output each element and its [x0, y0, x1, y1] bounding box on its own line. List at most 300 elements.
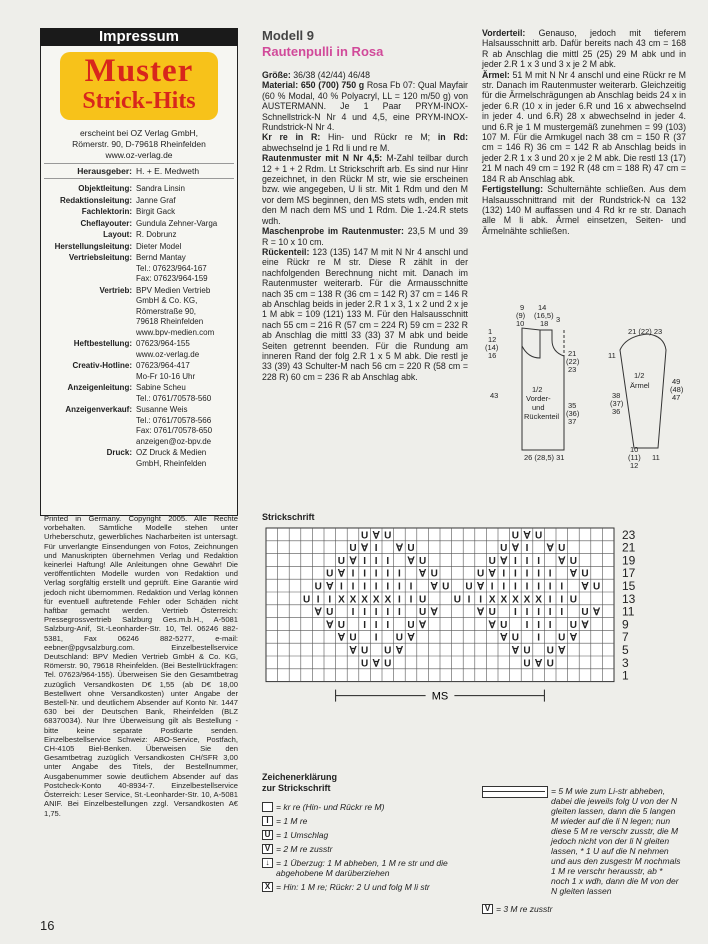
- chart-stitch-symbol: I: [351, 607, 355, 619]
- dim-top: 9: [520, 303, 525, 312]
- chart-stitch-symbol: I: [340, 581, 343, 593]
- chart-stitch-symbol: U: [476, 568, 485, 580]
- material-paragraph: [262, 80, 468, 132]
- dim-sleeve-len: (48): [670, 385, 684, 394]
- body-outline: [522, 328, 564, 450]
- dim-cuff: 12: [630, 461, 639, 468]
- legend-title-line: Zeichenerklärung: [262, 772, 338, 782]
- chart-stitch-symbol: U: [546, 658, 554, 670]
- chart-title: Strickschrift: [262, 512, 315, 522]
- chart-stitch-symbol: I: [514, 607, 517, 619]
- chart-stitch-symbol: ∀: [477, 607, 485, 619]
- staff-value: [136, 339, 232, 360]
- knit-stitch-icon: I: [262, 816, 273, 826]
- staff-row: [44, 207, 234, 218]
- staff-role: Objektleitung:: [78, 184, 132, 193]
- staff-value-line: Birgit Gack: [136, 207, 176, 216]
- chart-stitch-symbol: U: [349, 632, 357, 644]
- chart-stitch-symbol: ∀: [372, 658, 380, 670]
- chart-stitch-symbol: ∀: [337, 568, 345, 580]
- staff-value-line: R. Dobrunz: [136, 230, 177, 239]
- chart-stitch-symbol: X: [372, 594, 380, 606]
- sleeve-value: 51 M mit N Nr 4 anschl und eine Rückr re M str. Danach im Rautenmuster weiterarb. Gleichzeitig für die Ärmelschrägungen ab Anschlag beids 24 x in jeder 6.R (10 x in jeder 6.R und 16 x abwechselnd in jeder 4. und 6.R) 28 x abwechselnd in jeder 4. und 6.R je 1 M mustergemäß zunehmen = 99 (103) 107 M. Für die Armkugel nach 38 cm = 150 R (37 cm = 146 R) 36 cm = 142 R ab Anschlag beids in jeder 2.R 1 x 3 und 20 x je 2 M abk. Die restl 13 (17) 21 M nach 49 cm = 192 R (48 cm = 188 R) 47 cm = 184 R ab Anschlag abk.: [482, 69, 686, 184]
- chart-stitch-symbol: I: [479, 594, 482, 606]
- chart-stitch-symbol: U: [360, 645, 369, 657]
- dim-sleeve-top: 21 (22) 23: [628, 327, 663, 336]
- chart-stitch-symbol: ∀: [500, 555, 508, 567]
- staff-value-line: anzeigen@oz-bpv.de: [136, 436, 212, 446]
- chart-stitch-symbol: I: [398, 594, 401, 606]
- chart-stitch-symbol: ∀: [314, 607, 322, 619]
- yarn-over-icon: U: [262, 830, 273, 840]
- dim-side: 37: [568, 417, 577, 426]
- staff-value-line: Tel.: 0761/70578-566: [136, 415, 212, 425]
- chart-stitch-symbol: ∀: [569, 568, 577, 580]
- gauge-value: 23,5 M und 39 R = 10 x 10 cm.: [262, 226, 469, 247]
- chart-stitch-symbol: U: [418, 594, 427, 606]
- dim-side: (36): [566, 409, 580, 418]
- front-value: Genauso, jedoch mit tieferem Halsausschnitt arb. Dafür bereits nach 43 cm = 168 R ab Anschlag die mittl 25 (25) 29 M abk und in jeder 2.R 1 x 3 und 3 x je 2 M abk.: [482, 28, 686, 70]
- staff-list: [44, 184, 234, 470]
- chart-stitch-symbol: I: [386, 568, 390, 580]
- chart-stitch-symbol: U: [384, 530, 392, 542]
- chart-stitch-symbol: ∀: [488, 568, 496, 580]
- chart-stitch-symbol: I: [351, 581, 355, 593]
- chart-stitch-symbol: I: [490, 581, 494, 593]
- chart-stitch-symbol: ∀: [477, 581, 485, 593]
- staff-row: [44, 448, 234, 469]
- chart-stitch-symbol: I: [514, 581, 517, 593]
- dim-armhole: 21: [568, 349, 577, 358]
- chart-stitch-symbol: I: [525, 581, 529, 593]
- body-label: Vorder-: [526, 394, 551, 403]
- chart-stitch-symbol: I: [409, 594, 413, 606]
- staff-value: [136, 448, 232, 469]
- dim-bottom: 26 (28,5) 31: [524, 453, 565, 462]
- chart-stitch-symbol: U: [511, 530, 520, 542]
- back-value: 123 (135) 147 M mit N Nr 4 anschl und eine Rückr re M str. Diese R zählt in der nachfolgenden Berechnung nicht mit. Danach im Rautenmuster weiterarb. Für die Armausschnitte nach 35 cm = 138 R (36 cm = 142 R) 37 cm = 146 R ab Anschlag beids in jeder 2.R 1 x 3, 1 x 2 und 2 x je 1 M abk = 109 (121) 133 M. Für den Halsausschnitt nach 55 cm = 216 R (57 cm = 224 R) 59 cm = 232 R ab Anschlag die mittl 33 (33) 37 M abk und beide Seiten getrennt beenden. Für die Rundung am inneren Rand der folg 2.R 1 x 5 M abk. Die restl je 33 (39) 43 Schulter-M nach 56 cm = 220 R (58 cm = 228 R) 60 cm = 236 R ab Anschlag abk.: [262, 246, 468, 382]
- dim-cap: 38: [612, 391, 621, 400]
- staff-value-line: Tel.: 07623/964-167: [136, 263, 207, 273]
- publisher-info: [44, 128, 234, 161]
- dim-sleeve-len: 47: [672, 393, 681, 402]
- chart-stitch-symbol: U: [349, 543, 357, 555]
- row-number: 9: [622, 617, 629, 632]
- chart-stitch-symbol: ∀: [500, 632, 508, 644]
- staff-row: [44, 361, 234, 382]
- chart-stitch-symbol: I: [548, 581, 552, 593]
- row-number: 13: [622, 591, 636, 606]
- staff-role: Creativ-Hotline:: [72, 361, 132, 370]
- chart-stitch-symbol: X: [535, 594, 542, 606]
- impressum-header: Impressum: [40, 28, 238, 46]
- chart-stitch-symbol: X: [384, 594, 392, 606]
- chart-stitch-symbol: I: [502, 581, 506, 593]
- dim-neck: 16: [488, 351, 497, 360]
- chart-stitch-symbol: U: [488, 555, 496, 567]
- chart-stitch-symbol: X: [488, 594, 496, 606]
- editor-row: [44, 166, 234, 177]
- chart-stitch-symbol: ∀: [523, 530, 531, 542]
- chart-stitch-symbol: U: [337, 555, 346, 567]
- chart-stitch-symbol: ∀: [535, 658, 543, 670]
- dim-top: 14: [538, 303, 547, 312]
- finishing-key: Fertigstellung:: [482, 184, 544, 195]
- model-number: Modell 9: [262, 28, 315, 43]
- chart-stitch-symbol: I: [548, 607, 552, 619]
- chart-stitch-symbol: I: [537, 619, 540, 631]
- staff-role: Fachlektorin:: [81, 207, 132, 216]
- chart-stitch-symbol: I: [316, 594, 320, 606]
- dim-top: 3: [556, 315, 561, 324]
- sleeve-label: 1/2: [634, 371, 645, 380]
- row-number: 1: [622, 668, 629, 683]
- chart-stitch-symbol: I: [525, 607, 529, 619]
- staff-value-line: Bernd Mantay: [136, 253, 186, 262]
- chart-stitch-symbol: I: [548, 568, 552, 580]
- sleeve-outline: [620, 334, 666, 448]
- chart-stitch-symbol: I: [514, 568, 517, 580]
- chart-stitch-symbol: I: [386, 581, 390, 593]
- model-title: Rautenpulli in Rosa: [262, 44, 384, 59]
- staff-value: [136, 230, 232, 241]
- chart-stitch-symbol: I: [548, 594, 552, 606]
- back-key: Rückenteil:: [262, 246, 310, 257]
- legal-text: Printed in Germany. Copyright 2005. Alle Rechte vorbehalten. Sämtliche Modelle stehen unter Urheberschutz, gewerbliches Nacharbeiten ist untersagt. Für unverlangte Einsendungen von Fotos, Zeichnungen und Manuskripten übernehmen Verlag und Redaktion keinerlei Haftung! Alle Anleitungen ohne Gewähr! Die veröffentlichten Modelle wurden von Redaktion und Verlag sorgfältig erstellt und geprüft. Eine Garantie wird jedoch nicht übernommen. Redaktion und Verlag können für eventuell auftretende Fehler oder Schäden nicht haftbar gemacht werden. Vertrieb Österreich: Pressegrossvertrieb Salzburg Ges.m.b.H., A-5081 Salzburg-Anif, St.-Leonharder-Str. 10, Tel. 06246 882-5381, Fax 06246 882-5277, e-mail: eebner@pgvsalzburg.com. Einzelbestellservice Deutschland: BPV Medien Vertrieb GmbH & Co. KG, Römerstr. 90, 79618 Rheinfelden. (Bei Bestellrückfragen: Tel. 07623/964-155). Überweisen Sie den Gesamtbetrag zuzüglich Versandkosten D€ 1,55 (ab D€ 18,00 Bestellwert ohne Versandkosten) unter Angabe der Bestell-Nr. und deutlichem Absender auf Konto Nr. 1447 630 bei der Deutschen Bank, Rheinfelden (BLZ 68370034). Nur Ihre Überweisung gilt als Bestellung - bitte keine separate Postkarte senden. Einzelbestellservice Schweiz: ABO-Service, Postfach, CH-4105 Biel-Benken. Überweisen Sie den Gesamtbetrag zuzüglich Versandkosten CH/SFR 3,00 unter Angabe des Titels, der Bestellnummer, Ausgabenummer sowie deutlichem Absender auf das Postcheck-Konto 40-8934-7. Einzelbestellservice Österreich: Leser Service, St.-Leonharder-Str. 10, A-5081 ANIF. Bei Einzelbestellungen zzgl. Versandkosten A€ 1,75.: [44, 514, 238, 818]
- staff-value: [136, 253, 232, 285]
- chart-stitch-symbol: ∀: [569, 632, 577, 644]
- front-paragraph: [482, 28, 686, 70]
- row-number: 3: [622, 655, 629, 670]
- chart-stitch-symbol: ∀: [326, 581, 334, 593]
- legend-cable: [482, 786, 682, 914]
- row-number: 5: [622, 643, 629, 657]
- skpo-icon: ↓: [262, 858, 273, 868]
- chart-stitch-symbol: U: [326, 568, 334, 580]
- editor-value: H. + E. Medweth: [136, 166, 200, 176]
- material-key: Material: 650 (700) 750 g: [262, 80, 365, 91]
- magazine-logo: [60, 52, 218, 120]
- legend-item: [262, 844, 472, 854]
- legend-text: = kr re (Hin- und Rückr re M): [276, 802, 385, 812]
- chart-stitch-symbol: ∀: [558, 645, 566, 657]
- chart-stitch-symbol: I: [374, 568, 378, 580]
- legend-text: = 1 Umschlag: [276, 830, 329, 840]
- staff-role: Cheflayouter:: [80, 218, 132, 228]
- chart-stitch-symbol: I: [374, 632, 378, 644]
- chart-stitch-symbol: X: [338, 594, 345, 606]
- legend-item: [262, 882, 472, 892]
- chart-stitch-symbol: I: [537, 568, 540, 580]
- legend-cable-row: [482, 786, 682, 896]
- material-value: Rosa Fb 07: Qual Mayfair (60 % Modal, 40 % Polyacryl, LL = 120 m/50 g) von AUSTERMANN. Je 1 Paar PRYM-INOX-Schnellstrick-N Nr 4 und 4,5, eine PRYM-INOX-Rundstrick-N Nr 4.: [262, 80, 468, 133]
- legend-text: = 1 M re: [276, 816, 308, 826]
- staff-role: Herstellungsleitung:: [54, 241, 132, 251]
- staff-value-line: Sandra Linsin: [136, 184, 185, 193]
- size-paragraph: [262, 70, 468, 80]
- staff-role: Druck:: [106, 448, 132, 457]
- chart-stitch-symbol: ∀: [511, 645, 519, 657]
- legend-list: [262, 802, 472, 896]
- body-label: und: [532, 403, 545, 412]
- staff-role: Redaktionsleitung:: [59, 195, 132, 205]
- chart-stitch-symbol: ∀: [419, 568, 427, 580]
- staff-value: [136, 196, 232, 207]
- legend-item: [262, 802, 472, 812]
- chart-stitch-symbol: ∀: [419, 619, 427, 631]
- chart-stitch-symbol: ∀: [326, 619, 334, 631]
- staff-value: [136, 184, 232, 195]
- pattern-value: M-Zahl teilbar durch 12 + 1 + 2 Rdm. Lt Strickschrift arb. Es sind nur Hinr gezeichnet, in den Rückr M str, wie sie erscheinen bzw. wie angegeben, U li str. Mit 1 Rdm und den M vor dem MS beginnen, den MS stets wdh, enden mit den M nach dem MS und 1 Rdm. Die 1.-24.R stets wdh.: [262, 153, 468, 226]
- staff-value-line: Mo-Fr 10-16 Uhr: [136, 371, 196, 381]
- long-stitch-icon: X: [262, 882, 273, 892]
- chart-stitch-symbol: I: [537, 555, 540, 567]
- dim-top: 10: [516, 319, 525, 328]
- staff-value: [136, 242, 232, 253]
- staff-value-line: Fax: 07623/964-159: [136, 274, 208, 283]
- chart-stitch-symbol: I: [386, 607, 390, 619]
- knitting-chart: [262, 526, 647, 726]
- chart-stitch-symbol: U: [360, 658, 369, 670]
- staff-role: Anzeigenverkauf:: [65, 405, 132, 414]
- staff-value-line: 07623/964-155: [136, 339, 190, 348]
- logo-line-2: Strick-Hits: [82, 88, 196, 114]
- legend-item: [262, 816, 472, 826]
- pattern-paragraph: [262, 153, 468, 226]
- chart-stitch-symbol: I: [374, 555, 378, 567]
- back-paragraph: [262, 247, 468, 382]
- sleeve-key: Ärmel:: [482, 69, 510, 80]
- chart-stitch-symbol: U: [418, 555, 427, 567]
- staff-value-line: BPV Medien Vertrieb: [136, 285, 211, 295]
- chart-stitch-symbol: I: [386, 619, 390, 631]
- chart-stitch-symbol: U: [569, 594, 578, 606]
- logo-line-1: Muster: [84, 53, 194, 89]
- staff-role: Anzeigenleitung:: [67, 383, 132, 392]
- page-number: 16: [40, 918, 55, 933]
- staff-value: [136, 286, 232, 339]
- chart-stitch-symbol: U: [314, 581, 322, 593]
- chart-stitch-symbol: I: [409, 581, 413, 593]
- row-number: 7: [622, 630, 629, 645]
- chart-stitch-symbol: ∀: [558, 555, 566, 567]
- legend-text: = Hin: 1 M re; Rückr: 2 U und folg M li str: [276, 882, 430, 892]
- chart-stitch-symbol: I: [525, 619, 529, 631]
- finishing-paragraph: [482, 184, 686, 236]
- chart-stitch-symbol: ∀: [349, 645, 357, 657]
- legend-title: [262, 772, 337, 794]
- staff-value-line: Sabine Scheu: [136, 383, 186, 392]
- dim-sleeve-len: 49: [672, 377, 681, 386]
- k2tog-icon: V: [262, 844, 273, 854]
- chart-stitch-symbol: U: [534, 530, 543, 542]
- staff-value-line: Janne Graf: [136, 195, 176, 205]
- staff-row: [44, 405, 234, 447]
- chart-stitch-symbol: ∀: [511, 543, 519, 555]
- chart-stitch-symbol: U: [592, 581, 601, 593]
- chart-stitch-symbol: ∀: [593, 607, 601, 619]
- size-value: 36/38 (42/44) 46/48: [290, 70, 371, 80]
- chart-stitch-symbol: ∀: [407, 632, 415, 644]
- sleeve-paragraph: [482, 70, 686, 184]
- chart-stitch-symbol: I: [363, 619, 366, 631]
- chart-stitch-symbol: U: [569, 555, 578, 567]
- chart-stitch-symbol: U: [465, 581, 473, 593]
- chart-stitch-symbol: I: [351, 568, 355, 580]
- staff-row: [44, 286, 234, 339]
- chart-stitch-symbol: U: [407, 619, 415, 631]
- chart-stitch-symbol: U: [558, 543, 566, 555]
- size-key: Größe:: [262, 70, 291, 80]
- staff-row: [44, 383, 234, 404]
- staff-row: [44, 184, 234, 195]
- dim-armhole: 23: [568, 365, 577, 374]
- chart-stitch-symbol: I: [537, 607, 540, 619]
- chart-stitch-symbol: ∀: [581, 619, 589, 631]
- chart-stitch-symbol: U: [302, 594, 311, 606]
- chart-stitch-symbol: U: [360, 530, 369, 542]
- staff-value-line: Römerstraße 90,: [136, 306, 197, 316]
- v3-text: = 3 M re zusstr: [496, 904, 553, 914]
- gauge-key: Maschenprobe im Rautenmuster:: [262, 226, 404, 237]
- row-number: 21: [622, 540, 636, 555]
- staff-value: [136, 405, 232, 447]
- chart-stitch-symbol: U: [523, 658, 531, 670]
- divider: [44, 178, 234, 179]
- garment-schematic: [480, 300, 690, 468]
- pattern-key: Rautenmuster mit N Nr 4,5:: [262, 153, 383, 164]
- chart-stitch-symbol: U: [384, 658, 392, 670]
- chart-stitch-symbol: ∀: [430, 581, 438, 593]
- dim-top: 18: [540, 319, 549, 328]
- staff-value-line: GmbH & Co. KG,: [136, 296, 198, 305]
- finishing-value: Schulternähte schließen. Aus dem Halsausschnittrand mit der Rundstrick-N ca 132 (132) 140 M auffassen und 4 Rd kr re str. Danach alle M li abk. Ärmel einsetzen, Seiten- und Ärmelnähte schließen.: [482, 184, 686, 236]
- staff-value-line: www.bpv-medien.com: [136, 327, 215, 337]
- chart-stitch-symbol: ∀: [407, 555, 415, 567]
- chart-stitch-symbol: ∀: [372, 530, 380, 542]
- chart-stitch-symbol: U: [500, 543, 508, 555]
- chart-stitch-symbol: U: [337, 619, 346, 631]
- legend-item: [262, 858, 472, 878]
- staff-role: Vertrieb:: [99, 285, 132, 295]
- chart-stitch-symbol: X: [361, 594, 368, 606]
- chart-stitch-symbol: I: [363, 581, 366, 593]
- staff-value-line: Tel.: 0761/70578-560: [136, 393, 212, 403]
- chart-stitch-symbol: X: [512, 594, 519, 606]
- staff-value-line: www.oz-verlag.de: [136, 349, 200, 359]
- chart-stitch-symbol: U: [546, 645, 554, 657]
- gauge-paragraph: [262, 226, 468, 247]
- chart-stitch-symbol: I: [560, 607, 564, 619]
- dim-cap: (37): [610, 399, 624, 408]
- ms-label: MS: [431, 690, 449, 703]
- staff-value: [136, 207, 232, 218]
- chart-stitch-symbol: I: [525, 555, 529, 567]
- triple-decrease-icon: V: [482, 904, 493, 914]
- staff-value: [136, 361, 232, 382]
- front-key: Vorderteil:: [482, 28, 526, 38]
- cable-text: = 5 M wie zum Li-str abheben, dabei die jeweils folg U von der N gleiten lassen, dann die 5 langen M wieder auf die li N legen; nun diese 5 M re verschr zusstr, die M jedoch nicht von der li N gleiten lassen, * 1 U auf die N nehmen und aus den zusgestr M nochmals 1 M re verschr herausstr, ab * noch 1 x wdh, dann die M von der N gleiten lassen: [551, 786, 681, 896]
- chart-stitch-symbol: I: [525, 543, 529, 555]
- chart-stitch-symbol: U: [558, 632, 566, 644]
- chart-stitch-symbol: I: [525, 568, 529, 580]
- staff-value-line: Gundula Zehner-Varga: [136, 218, 218, 228]
- chart-stitch-symbol: I: [363, 555, 366, 567]
- chart-stitch-symbol: I: [560, 594, 564, 606]
- dim-cuff: (11): [628, 453, 641, 462]
- body-label: Rückenteil: [524, 412, 560, 421]
- chart-stitch-symbol: I: [398, 607, 401, 619]
- chart-stitch-symbol: ∀: [337, 632, 345, 644]
- kr-value-2: abwechselnd je 1 Rd li und re M.: [262, 142, 390, 153]
- chart-stitch-symbol: I: [398, 581, 401, 593]
- chart-stitch-symbol: ∀: [488, 619, 496, 631]
- dim-cuff: 11: [652, 453, 660, 462]
- chart-stitch-symbol: ∀: [395, 645, 403, 657]
- chart-stitch-symbol: I: [548, 619, 552, 631]
- staff-value: [136, 219, 232, 230]
- dim-armhole: (22): [566, 357, 580, 366]
- dim-cap: 36: [612, 407, 621, 416]
- chart-stitch-symbol: I: [363, 607, 366, 619]
- chart-stitch-symbol: I: [328, 594, 332, 606]
- chart-stitch-symbol: I: [386, 555, 390, 567]
- cable-symbol-icon: [482, 786, 548, 798]
- chart-stitch-symbol: U: [523, 645, 531, 657]
- legend-item: [262, 830, 472, 840]
- chart-stitch-symbol: I: [374, 581, 378, 593]
- staff-value-line: GmbH, Rheinfelden: [136, 458, 207, 468]
- chart-stitch-symbol: I: [374, 619, 378, 631]
- chart-stitch-symbol: U: [326, 607, 334, 619]
- chart-stitch-symbol: I: [363, 568, 366, 580]
- chart-stitch-symbol: ∀: [430, 607, 438, 619]
- dim-neck: 12: [488, 335, 497, 344]
- chart-stitch-symbol: ∀: [349, 555, 357, 567]
- chart-stitch-symbol: X: [500, 594, 508, 606]
- chart-stitch-symbol: U: [442, 581, 450, 593]
- chart-stitch-symbol: I: [537, 632, 540, 644]
- chart-stitch-symbol: X: [523, 594, 531, 606]
- legend-text: = 1 Überzug: 1 M abheben, 1 M re str und die abgehobene M darüberziehen: [276, 858, 448, 878]
- dim-neck: 1: [488, 327, 493, 336]
- dim-height: 43: [490, 391, 499, 400]
- chart-stitch-symbol: U: [581, 607, 589, 619]
- knit-garter-icon: [262, 802, 273, 812]
- dim-top: (16,5): [534, 311, 554, 320]
- staff-role: Layout:: [103, 230, 132, 239]
- chart-stitch-symbol: U: [581, 568, 589, 580]
- publisher-line: erscheint bei OZ Verlag GmbH,: [79, 128, 199, 138]
- chart-stitch-symbol: U: [511, 632, 520, 644]
- staff-row: [44, 253, 234, 285]
- dim-sleeve-left: 11: [608, 351, 616, 360]
- chart-stitch-symbol: U: [395, 632, 404, 644]
- staff-role: Heftbestellung:: [73, 339, 132, 348]
- chart-stitch-symbol: U: [453, 594, 462, 606]
- chart-stitch-symbol: U: [488, 607, 496, 619]
- instructions-right: [482, 28, 686, 236]
- divider: [44, 163, 234, 164]
- chart-stitch-symbol: ∀: [581, 581, 589, 593]
- chart-stitch-symbol: U: [430, 568, 438, 580]
- row-number: 23: [622, 527, 636, 542]
- chart-stitch-symbol: U: [569, 619, 578, 631]
- legend-title-line: zur Strickschrift: [262, 783, 331, 793]
- kr-key: Kr re in R:: [262, 132, 321, 143]
- staff-row: [44, 219, 234, 230]
- chart-stitch-symbol: I: [537, 581, 540, 593]
